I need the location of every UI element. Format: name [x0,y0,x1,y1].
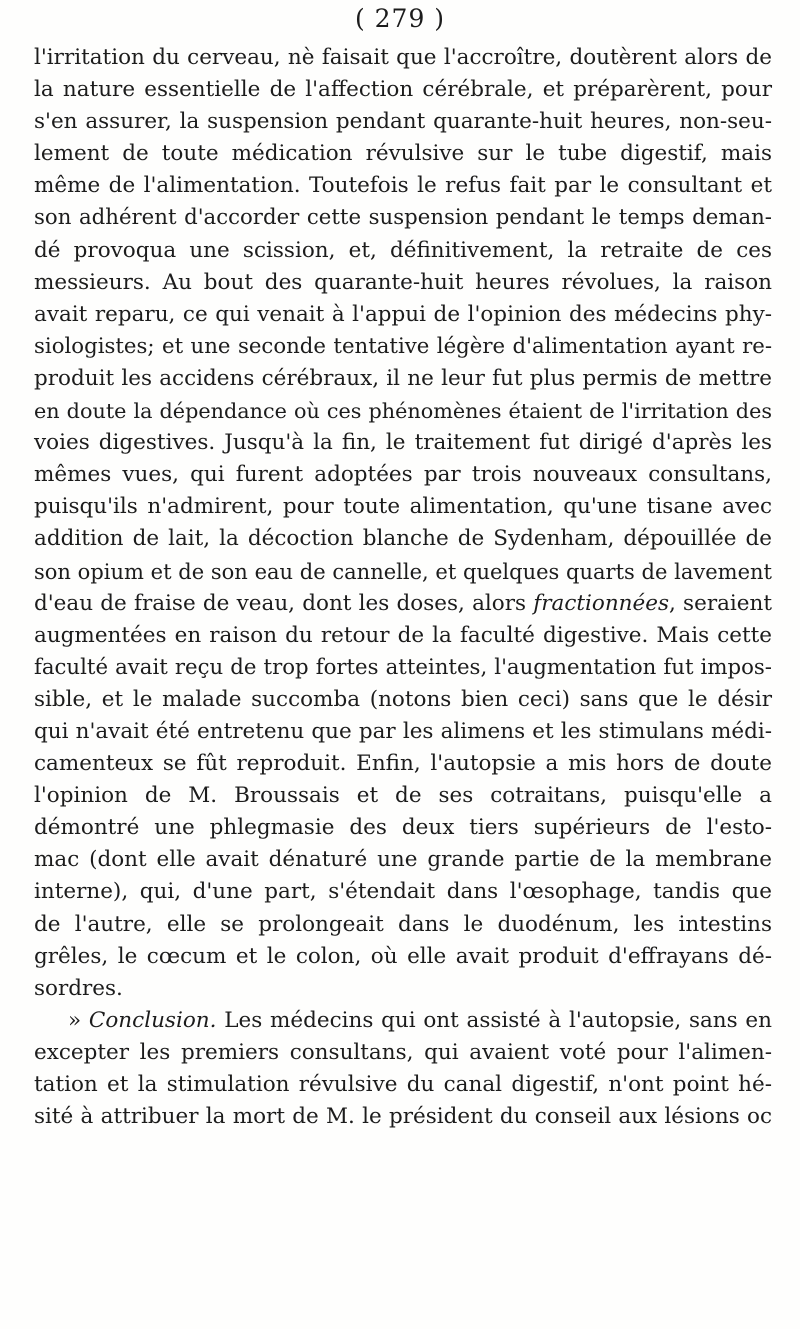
text-line: s'en assurer, la suspension pendant quarante-huit heures, non-seu- [34,109,772,135]
text-line: addition de lait, la décoction blanche de Sydenham, dépouillée de [34,526,772,552]
text-line: dé provoqua une scission, et, définitivement, la retraite de ces [34,237,772,263]
text-line: grêles, le cœcum et le colon, où elle avait produit d'effrayans dé- [34,943,772,969]
text-line: lement de toute médication révulsive sur le tube digestif, mais [34,141,772,167]
italic-term: fractionnées [533,590,669,616]
text-line: la nature essentielle de l'affection cérébrale, et préparèrent, pour [34,77,772,103]
text-line: sité à attribuer la mort de M. le président du conseil aux lésions oc [34,1104,772,1130]
text-line: messieurs. Au bout des quarante-huit heures révolues, la raison [34,269,772,295]
text-line: sible, et le malade succomba (notons bien ceci) sans que le désir [34,686,772,712]
text-segment: d'eau de fraise de veau, dont les doses, alors [34,590,527,616]
text-line: mac (dont elle avait dénaturé une grande partie de la membrane [34,847,772,873]
text-line-with-italic [34,588,772,620]
text-line: avait reparu, ce qui venait à l'appui de l'opinion des médecins phy- [34,301,772,327]
text-line: mêmes vues, qui furent adoptées par trois nouveaux consultans, [34,462,772,488]
text-line: tation et la stimulation révulsive du canal digestif, n'ont point hé- [34,1072,772,1097]
text-line: même de l'alimentation. Toutefois le refus fait par le consultant et [34,173,772,199]
text-line: voies digestives. Jusqu'à la fin, le traitement fut dirigé d'après les [34,430,772,456]
text-line: interne), qui, d'une part, s'étendait dans l'œsophage, tandis que [34,879,772,905]
text-line: sordres. [34,975,123,1001]
page-number: ( 279 ) [354,4,446,33]
text-segment: , seraient [669,590,773,616]
conclusion-first-line [34,1005,772,1037]
text-line: son adhérent d'accorder cette suspension pendant le temps deman- [34,205,772,231]
text-line: qui n'avait été entretenu que par les alimens et les stimulans médi- [34,718,772,744]
conclusion-heading: Conclusion. [88,1007,217,1033]
text-line: son opium et de son eau de cannelle, et quelques quarts de lavement [34,559,772,584]
text-line: faculté avait reçu de trop fortes atteintes, l'augmentation fut impos- [34,654,772,680]
text-line: camenteux se fût reproduit. Enfin, l'autopsie a mis hors de doute [34,751,772,777]
text-line: l'irritation du cerveau, nè faisait que l'accroître, doutèrent alors de [34,45,772,70]
text-segment: Les médecins qui ont assisté à l'autopsie, sans en [224,1007,772,1033]
text-line: produit les accidens cérébraux, il ne leur fut plus permis de mettre [34,365,772,391]
text-line: puisqu'ils n'admirent, pour toute alimentation, qu'une tisane avec [34,494,772,520]
text-line: excepter les premiers consultans, qui avaient voté pour l'alimen- [34,1039,772,1065]
text-line: démontré une phlegmasie des deux tiers supérieurs de l'esto- [34,815,772,841]
quote-mark: » [68,1007,82,1033]
text-line: de l'autre, elle se prolongeait dans le duodénum, les intestins [34,911,772,937]
text-line: augmentées en raison du retour de la faculté digestive. Mais cette [34,622,772,648]
text-line: siologistes; et une seconde tentative légère d'alimentation ayant re- [34,333,772,359]
text-line: en doute la dépendance où ces phénomènes étaient de l'irritation des [34,399,772,424]
body-text [34,42,772,1133]
text-line: l'opinion de M. Broussais et de ses cotraitans, puisqu'elle a [34,783,772,809]
